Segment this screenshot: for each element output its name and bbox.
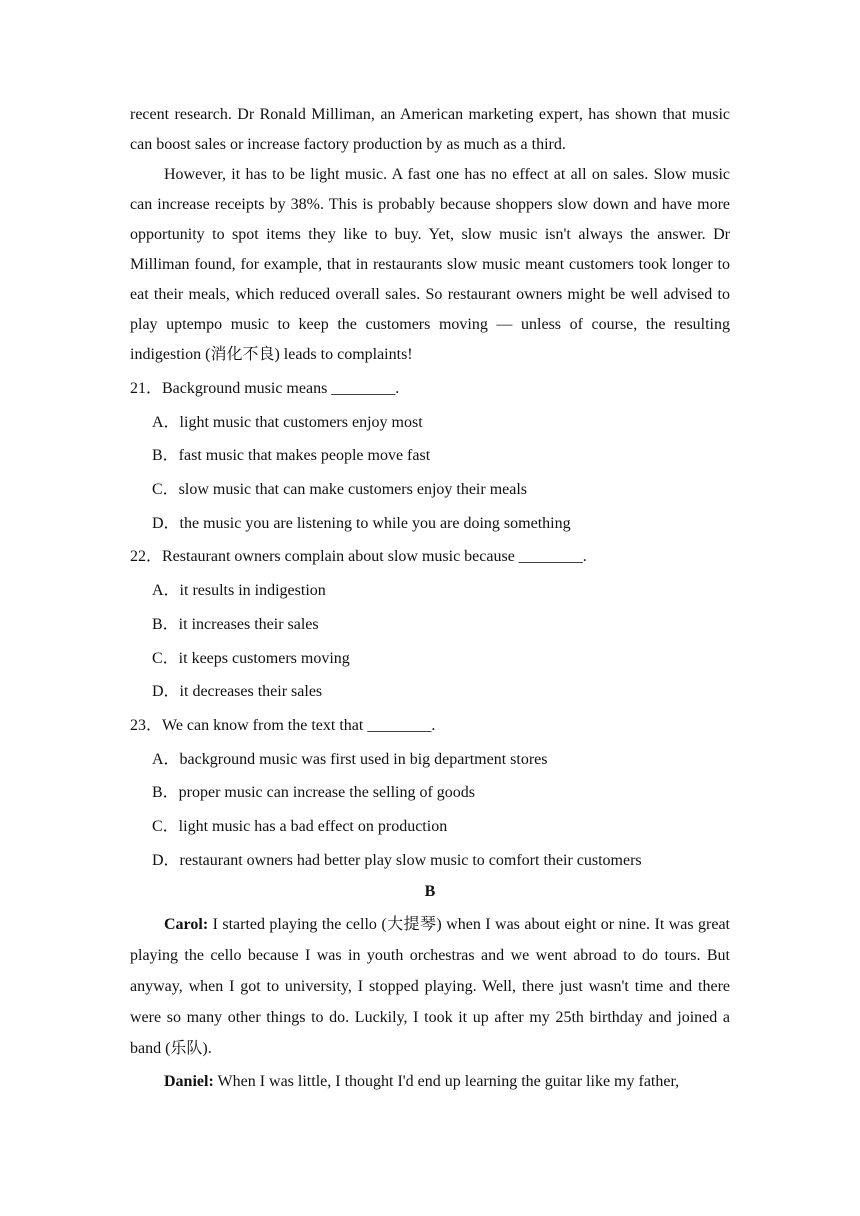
daniel-paragraph xyxy=(130,1066,730,1097)
carol-text: I started playing the cello (大提琴) when I was about eight or nine. It was great playing the cello because I was in youth orchestras and we went abroad to do tours. But anyway, when I got to university, I stopped playing. Well, there just wasn't time and there were so many other things to do. Luckily, I took it up after my 25th birthday and joined a band (乐队). xyxy=(130,916,730,1058)
option-c: C．it keeps customers moving xyxy=(152,649,350,667)
option-c: C．light music has a bad effect on production xyxy=(152,817,448,835)
option-b: B．it increases their sales xyxy=(152,615,319,633)
passage-a-paragraph-1: recent research. Dr Ronald Milliman, an American marketing expert, has shown that music can boost sales or increase factory production by as much as a third. xyxy=(130,106,730,153)
option-c: C．slow music that can make customers enjoy their meals xyxy=(152,481,528,499)
question-stem: 23．We can know from the text that ________. xyxy=(130,716,436,734)
passage-a-paragraph-2: However, it has to be light music. A fast one has no effect at all on sales. Slow music can increase receipts by 38%. This is probably because shoppers slow down and have more opportunity to spot items they like to buy. Yet, slow music isn't always the answer. Dr Milliman found, for example, that in restaurants slow music meant customers took longer to eat their meals, which reduced overall sales. So restaurant owners might be well advised to play uptempo music to keep the customers moving — unless of course, the resulting indigestion (消化不良) leads to complaints! xyxy=(130,166,730,363)
carol-paragraph xyxy=(130,909,730,1064)
question-stem: 21．Background music means ________. xyxy=(130,380,400,397)
option-a: A．background music was first used in big department stores xyxy=(152,750,548,768)
question-23 xyxy=(130,709,730,877)
section-b-title: B xyxy=(424,883,436,901)
carol-speaker: Carol: xyxy=(164,916,209,934)
option-a: A．it results in indigestion xyxy=(152,582,326,600)
option-b: B．proper music can increase the selling of goods xyxy=(152,784,476,802)
option-a: A．light music that customers enjoy most xyxy=(152,413,423,431)
option-d: D．the music you are listening to while you are doing something xyxy=(152,514,571,532)
option-b: B．fast music that makes people move fast xyxy=(152,447,431,465)
option-d: D．restaurant owners had better play slow music to comfort their customers xyxy=(152,851,642,869)
question-21 xyxy=(130,372,730,540)
page-content xyxy=(130,100,730,1097)
question-stem: 22．Restaurant owners complain about slow music because ________. xyxy=(130,548,587,566)
question-22 xyxy=(130,540,730,708)
option-d: D．it decreases their sales xyxy=(152,683,323,701)
daniel-speaker: Daniel: xyxy=(164,1073,214,1091)
daniel-text: When I was little, I thought I'd end up learning the guitar like my father, xyxy=(213,1073,680,1091)
